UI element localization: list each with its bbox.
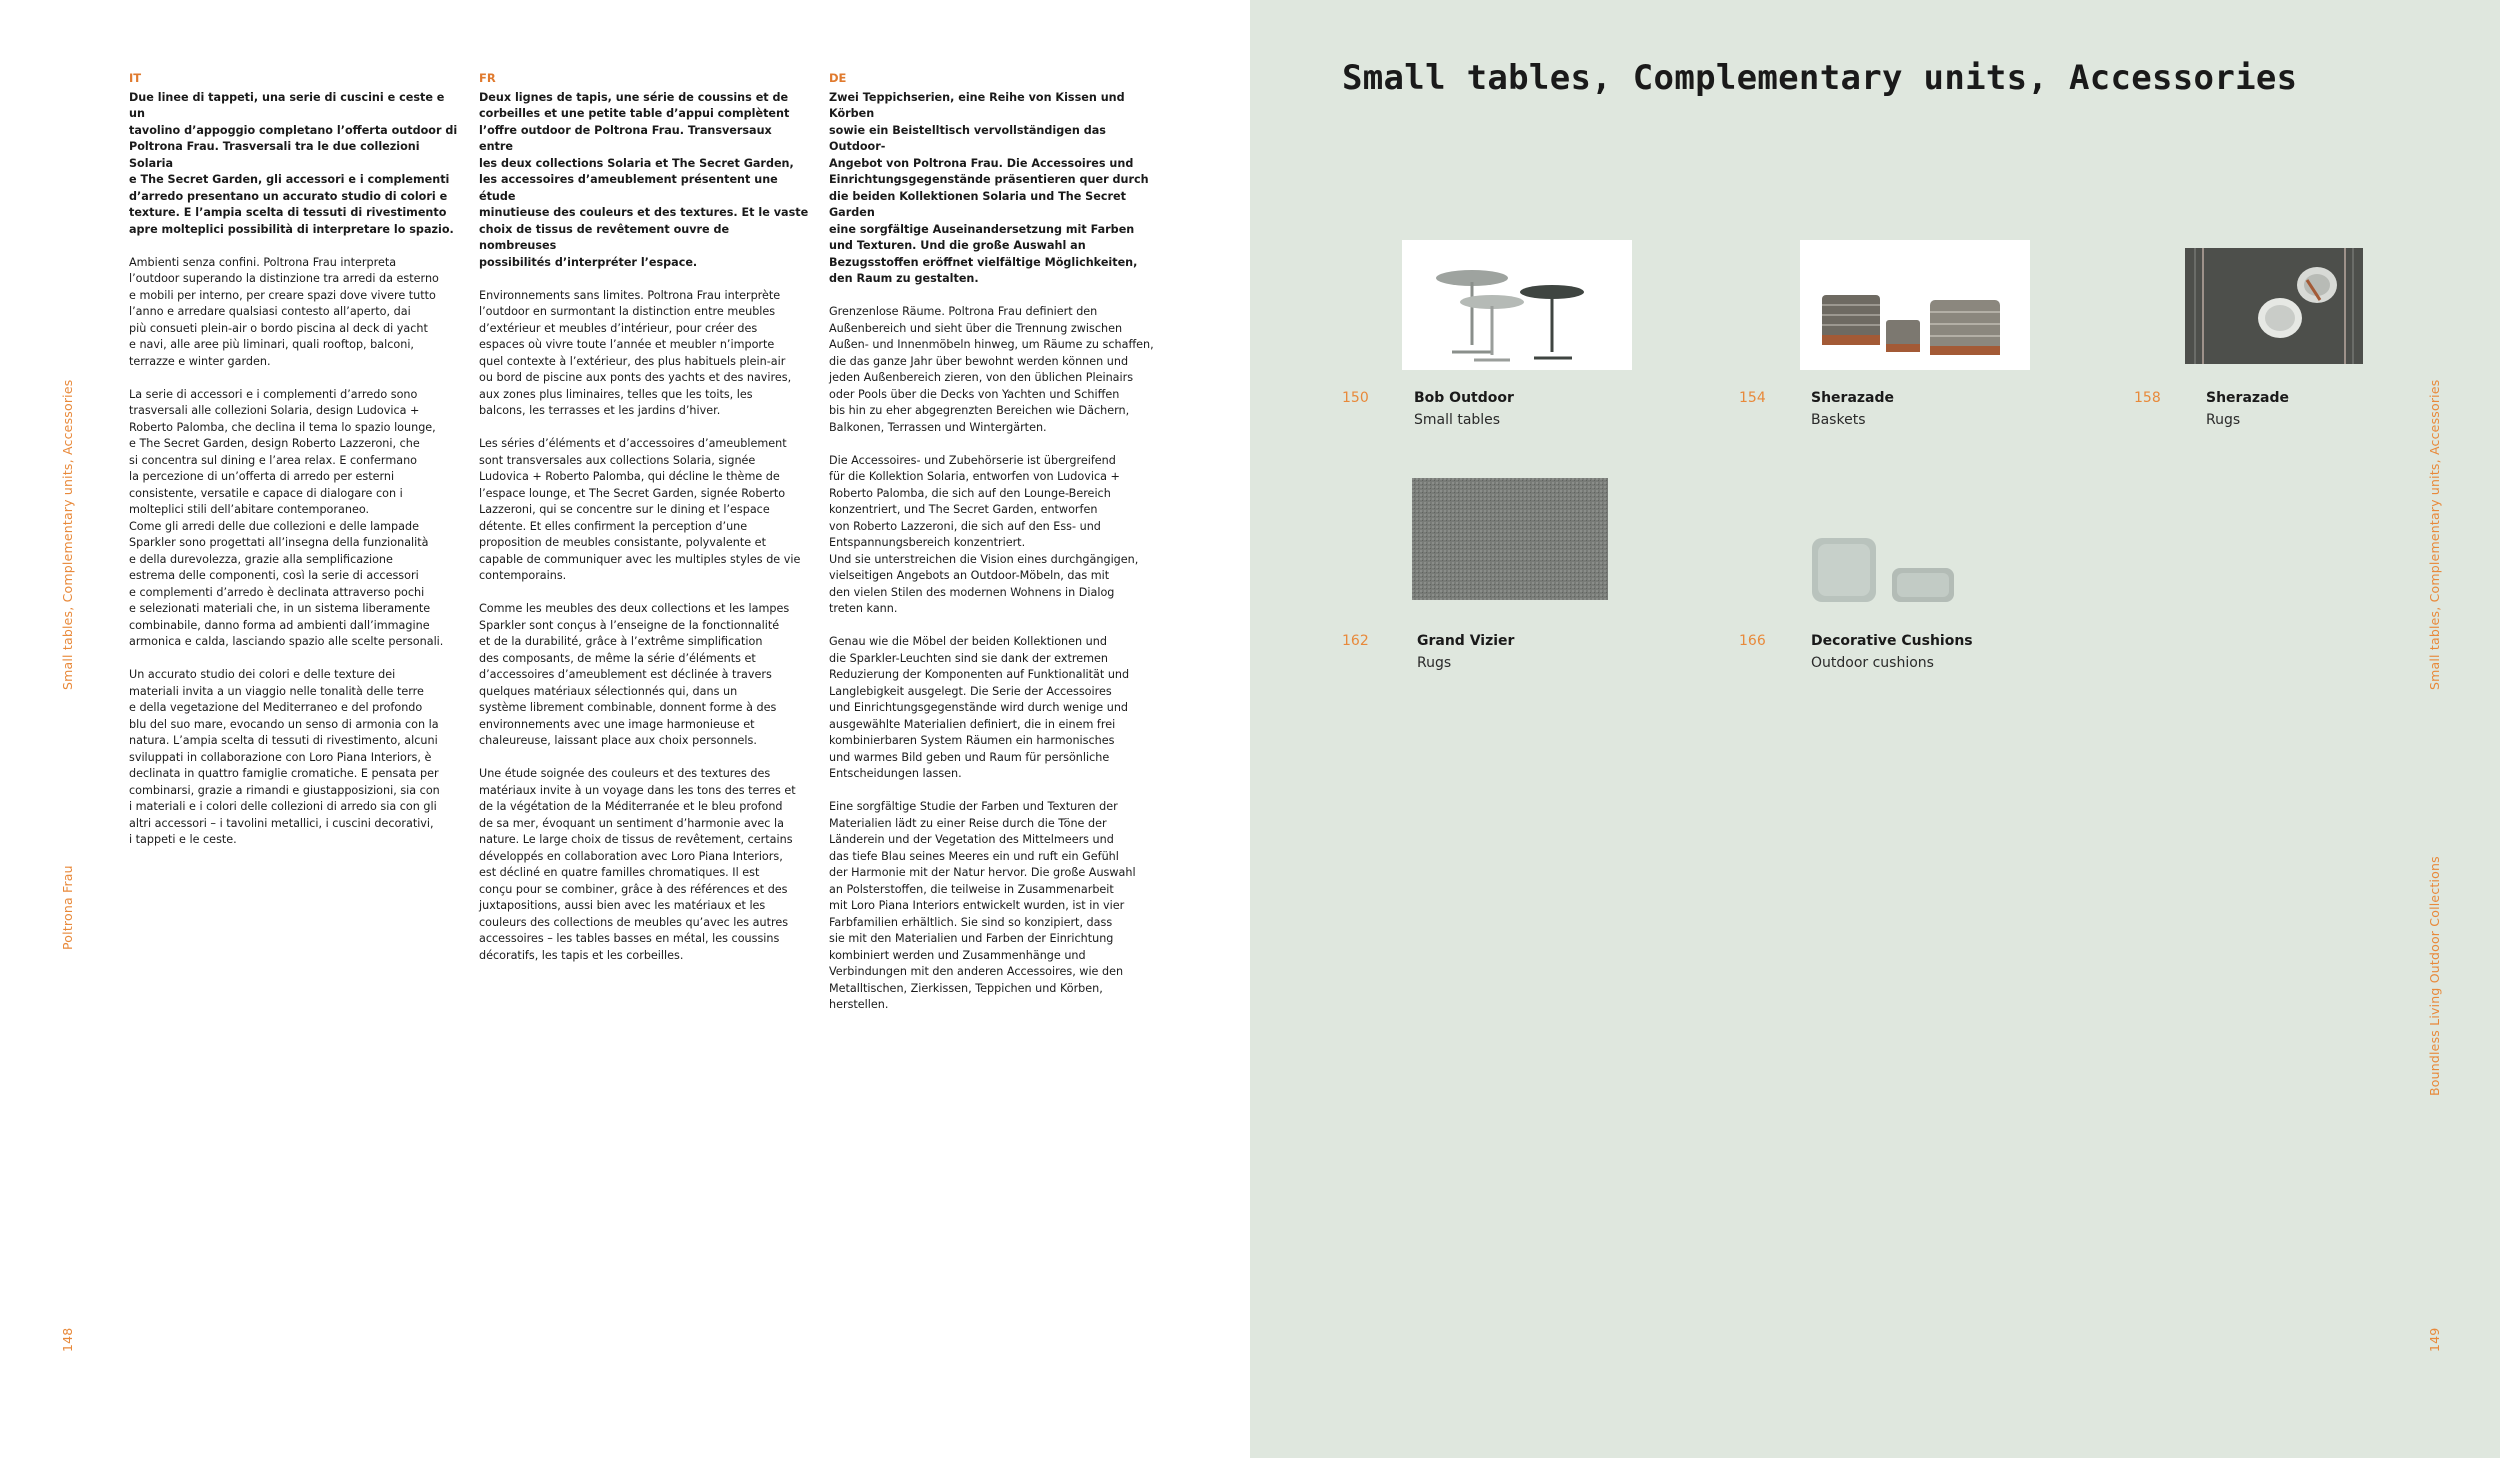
body-paragraph: La serie di accessori e i complementi d’arredo sono trasversali alle collezioni Solaria, design Ludovica + Roberto Palomba, che declina il tema lo spazio lounge, e The Secret Garden, design Roberto Lazzeroni, che si concentra sul dining e l’area relax. E confermano la percezione di un’offerta di arredo per esterni consistente, versatile e capace di dialogare con i molteplici stili dell’abitare contemporaneo. Come gli arredi delle due collezioni e delle lampade Sparkler sono progettati all’insegna della funzionalità e della durevolezza, grazie alla semplificazione estrema delle componenti, così la serie di accessori e complementi d’arredo è declinata attraverso pochi e selezionati materiali che, in un sistema liberamente combinabile, danno forma ad ambienti dall’immagine armonica e calda, lasciando spazio alle scelte personali. (129, 387, 444, 648)
intro-paragraph: Zwei Teppichserien, eine Reihe von Kissen und Körben sowie ein Beistelltisch vervollständigen das Outdoor- Angebot von Poltrona Frau. Die Accessoires und Einrichtungsgegenstände präsentieren quer durch die beiden Kollektionen Solaria und The Secret Garden eine sorgfältige Auseinandersetzung mit Farben und Texturen. Und die große Auswahl an Bezugsstoffen eröffnet vielfältige Möglichkeiten, den Raum zu gestalten. (829, 90, 1149, 285)
body-paragraph: Environnements sans limites. Poltrona Frau interprète l’outdoor en surmontant la distinction entre meubles d’extérieur et meubles d’intérieur, pour créer des espaces où vivre toute l’année et meubler n’importe quel contexte à l’extérieur, des plus habituels plein-air ou bord de piscine aux ponts des yachts et des navires, aux zones plus liminaires, telles que les toits, les balcons, les terrasses et les jardins d’hiver. (479, 288, 792, 417)
baskets-image[interactable] (1800, 240, 2030, 370)
right-side-section-label: Small tables, Complementary units, Accessories (2427, 379, 2442, 690)
body-paragraph: Die Accessoires- und Zubehörserie ist übergreifend für die Kollektion Solaria, entworfen von Ludovica + Roberto Palomba, die sich auf den Lounge-Bereich konzentriert, und The Secret Garden, entworfen von Roberto Lazzeroni, die sich auf den Ess- und Entspannungsbereich konzentriert. Und sie unterstreichen die Vision eines durchgängigen, vielseitigen Angebots an Outdoor-Möbeln, das mit den vielen Stilen des modernen Wohnens in Dialog treten kann. (829, 453, 1139, 615)
product-category: Baskets (1811, 412, 1866, 428)
body-paragraph: Comme les meubles des deux collections et les lampes Sparkler sont conçus à l’enseigne de la fonctionnalité et de la durabilité, grâce à l’extrême simplification des composants, de même la série d’éléments et d’accessoires d’ameublement est déclinée à travers quelques matériaux sélectionnés qui, dans un système librement combinable, donnent forme à des environnements avec une image harmonieuse et chaleureuse, laissant place aux choix personnels. (479, 602, 790, 747)
baskets-icon (1800, 240, 2030, 370)
language-label: DE (829, 71, 847, 85)
product-category: Outdoor cushions (1811, 655, 1934, 671)
intro-paragraph: Due linee di tappeti, una serie di cuscini e ceste e un tavolino d’appoggio completano l’offerta outdoor di Poltrona Frau. Trasversali tra le due collezioni Solaria e The Secret Garden, gli accessori e i complementi d’arredo presentano un accurato studio di colori e texture. E l’ampia scelta di tessuti di rivestimento apre molteplici possibilità di interpretare lo spazio. (129, 90, 458, 236)
left-brand-label: Poltrona Frau (60, 865, 75, 950)
striped-rug-image[interactable] (2185, 240, 2415, 370)
product-name: Sherazade (2206, 390, 2290, 406)
cushions-icon (1800, 490, 2030, 620)
product-page-number: 150 (1342, 390, 1369, 406)
left-page-number: 148 (60, 1327, 75, 1352)
grey-rug-image[interactable] (1412, 478, 1608, 600)
product-page-number: 158 (2134, 390, 2161, 406)
product-category: Small tables (1414, 412, 1501, 428)
product-category: Rugs (2206, 412, 2241, 428)
french-text-column (479, 70, 809, 981)
german-text-column (829, 70, 1159, 1030)
left-side-section-label: Small tables, Complementary units, Accessories (60, 379, 75, 690)
page-title: Small tables, Complementary units, Accessories (1342, 58, 2298, 98)
grey-rug-icon (1412, 478, 1608, 600)
body-paragraph: Eine sorgfältige Studie der Farben und Texturen der Materialien lädt zu einer Reise durch die Töne der Länderein und der Vegetation des Mittelmeers und das tiefe Blau seines Meeres ein und ruft ein Gefühl der Harmonie mit der Natur hervor. Die große Auswahl an Polsterstoffen, die teilweise in Zusammenarbeit mit Loro Piana Interiors entwickelt wurden, ist in vier Farbfamilien erhältlich. Sie sind so konzipiert, dass sie mit den Materialien und Farben der Einrichtung kombiniert werden und Zusammenhänge und Verbindungen mit den anderen Accessoires, wie den Metalltischen, Zierkissen, Teppichen und Körben, herstellen. (829, 800, 1136, 1011)
italian-text-column (129, 70, 459, 865)
body-paragraph: Les séries d’éléments et d’accessoires d’ameublement sont transversales aux collections Solaria, signée Ludovica + Roberto Palomba, qui décline le thème de l’espace lounge, et The Secret Garden, signée Roberto Lazzeroni, qui se concentre sur le dining et l’espace détente. Et elles confirment la perception d’une proposition de meubles consistante, polyvalente et capable de communiquer avec les multiples styles de vie contemporains. (479, 437, 801, 582)
product-page-number: 166 (1739, 633, 1766, 649)
right-page-number: 149 (2427, 1327, 2442, 1352)
small-tables-image[interactable] (1402, 240, 1632, 370)
striped-rug-icon (2185, 240, 2415, 370)
product-name: Grand Vizier (1417, 633, 1515, 649)
product-name: Decorative Cushions (1811, 633, 1973, 649)
body-paragraph: Une étude soignée des couleurs et des textures des matériaux invite à un voyage dans les tons des terres et de la végétation de la Méditerranée et le bleu profond de sa mer, évoquant un sentiment d’harmonie avec la nature. Le large choix de tissus de revêtement, certains développés en collaboration avec Loro Piana Interiors, est décliné en quatre familles chromatiques. Il est conçu pour se combiner, grâce à des références et des juxtapositions, aussi bien avec les matériaux et les couleurs des collections de meubles qu’avec les autres accessoires – les tables basses en métal, les coussins décoratifs, les tapis et les corbeilles. (479, 767, 796, 962)
body-paragraph: Un accurato studio dei colori e delle texture dei materiali invita a un viaggio nelle tonalità delle terre e della vegetazione del Mediterraneo e del profondo blu del suo mare, evocando un senso di armonia con la natura. L’ampia scelta di tessuti di rivestimento, alcuni sviluppati in collaborazione con Loro Piana Interiors, è declinata in quattro famiglie cromatiche. E pensata per combinarsi, grazie a rimandi e giustapposizioni, sia con i materiali e i colori delle collezioni di arredo sia con gli altri accessori – i tavolini metallici, i cuscini decorativi, i tappeti e le ceste. (129, 668, 440, 846)
product-page-number: 162 (1342, 633, 1369, 649)
cushions-image[interactable] (1800, 490, 2030, 620)
right-page (1250, 0, 2500, 1458)
language-label: FR (479, 71, 496, 85)
product-page-number: 154 (1739, 390, 1766, 406)
small-tables-icon (1402, 240, 1632, 370)
body-paragraph: Grenzenlose Räume. Poltrona Frau definiert den Außenbereich und sieht über die Trennung zwischen Außen- und Innenmöbeln hinweg, um Räume zu schaffen, die das ganze Jahr über bewohnt werden können und jeden Außenbereich zieren, von den üblichen Pleinairs oder Pools über die Decks von Yachten und Schiffen bis hin zu eher abgegrenzten Bereichen wie Dächern, Balkonen, Terrassen und Wintergärten. (829, 305, 1154, 434)
language-label: IT (129, 71, 142, 85)
collection-label: Boundless Living Outdoor Collections (2427, 856, 2442, 1096)
product-category: Rugs (1417, 655, 1452, 671)
body-paragraph: Ambienti senza confini. Poltrona Frau interpreta l’outdoor superando la distinzione tra arredi da esterno e mobili per interno, per creare spazi dove vivere tutto l’anno e arredare qualsiasi contesto all’aperto, dai più consueti plein-air o bordo piscina al deck di yacht e navi, alle aree più liminari, quali rooftop, balconi, terrazze e winter garden. (129, 255, 439, 368)
intro-paragraph: Deux lignes de tapis, une série de coussins et de corbeilles et une petite table d’appui complètent l’offre outdoor de Poltrona Frau. Transversaux entre les deux collections Solaria et The Secret Garden, les accessoires d’ameublement présentent une étude minutieuse des couleurs et des textures. Et le vaste choix de tissus de revêtement ouvre de nombreuses possibilités d’interpréter l’espace. (479, 90, 809, 269)
product-name: Sherazade (1811, 390, 1895, 406)
body-paragraph: Genau wie die Möbel der beiden Kollektionen und die Sparkler-Leuchten sind sie dank der extremen Reduzierung der Komponenten auf Funktionalität und Langlebigkeit ausgelegt. Die Serie der Accessoires und Einrichtungsgegenstände wird durch wenige und ausgewählte Materialien definiert, die in einem frei kombinierbaren System Räumen ein harmonisches und warmes Bild geben und Raum für persönliche Entscheidungen lassen. (829, 635, 1130, 780)
product-name: Bob Outdoor (1414, 390, 1514, 406)
